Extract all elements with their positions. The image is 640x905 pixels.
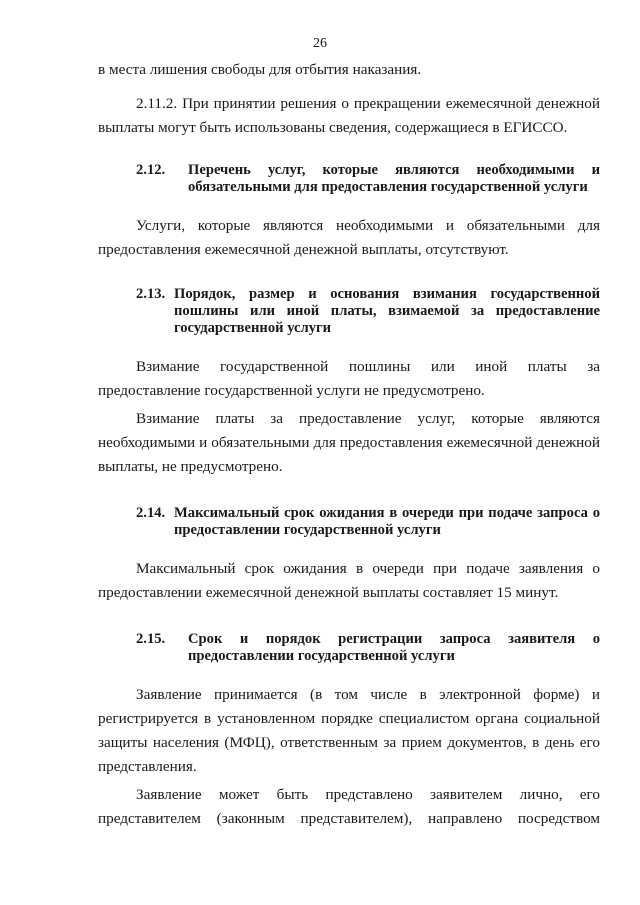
page-number: 26 [313, 36, 327, 51]
paragraph-services: Услуги, которые являются необходимыми и обязательными для предоставления ежемесячной денежной выплаты, отсутствуют. [98, 217, 600, 258]
paragraph-continuation: в места лишения свободы для отбытия наказания. [98, 61, 422, 78]
section-number: 2.14. [136, 505, 166, 521]
section-title: Максимальный срок ожидания в очереди при подаче запроса о предоставлении государственной услуги [174, 505, 600, 538]
section-heading-2-12 [98, 162, 600, 196]
section-title: Порядок, размер и основания взимания государственной пошлины или иной платы, взимаемой за предоставление государственной услуги [174, 286, 600, 336]
page-content [98, 58, 600, 831]
paragraph-fee: Взимание государственной пошлины или иной платы за предоставление государственной услуги не предусмотрено. [98, 358, 600, 399]
paragraph-2-11-2: 2.11.2. При принятии решения о прекращении ежемесячной денежной выплаты могут быть использованы сведения, содержащиеся в ЕГИССО. [98, 95, 600, 136]
section-heading-2-15 [98, 631, 600, 665]
section-number: 2.15. [136, 631, 166, 647]
section-title: Перечень услуг, которые являются необходимыми и обязательными для предоставления государственной услуги [188, 162, 600, 195]
paragraph-registration: Заявление принимается (в том числе в электронной форме) и регистрируется в установленном порядке специалистом органа социальной защиты населения (МФЦ), ответственным за прием документов, в день его представления. [98, 686, 600, 775]
section-number: 2.12. [136, 162, 166, 178]
section-title: Срок и порядок регистрации запроса заявителя о предоставлении государственной услуги [188, 631, 600, 664]
paragraph-submission: Заявление может быть представлено заявителем лично, его представителем (законным представителем), направлено посредством [98, 786, 600, 827]
section-heading-2-13 [98, 286, 600, 337]
section-number: 2.13. [136, 286, 166, 302]
section-heading-2-14 [98, 505, 600, 539]
paragraph-payment: Взимание платы за предоставление услуг, которые являются необходимыми и обязательными для предоставления ежемесячной денежной выплаты, не предусмотрено. [98, 410, 600, 475]
paragraph-wait-time: Максимальный срок ожидания в очереди при подаче заявления о предоставлении ежемесячной денежной выплаты составляет 15 минут. [98, 560, 600, 601]
